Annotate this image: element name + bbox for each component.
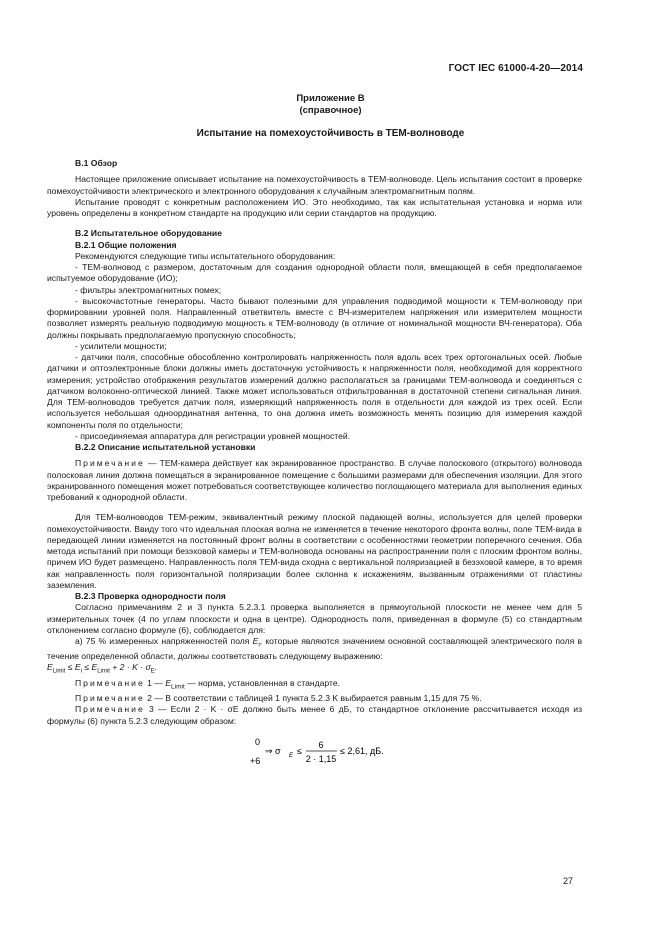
paragraph-b23-a: а) 75 % измеренных напряженностей поля $E_i$, которые являются значением основной составляющей электрического поля в течение определенной области, должны соответствовать следующему выражению: [47,636,583,661]
formula-sigma-sub: E [289,752,294,759]
note-2: Примечание 2 — В соответствии с таблицей 1 пункта 5.2.3 K выбирается равным 1,15 для 75 %. [75,693,482,704]
formula-top-left: 0 [255,736,261,747]
formula-result: ≤ 2,61, дБ. [340,745,384,756]
heading-b1: В.1 Обзор [75,158,118,168]
formula-le: ≤ [297,745,302,756]
page-number: 27 [562,876,573,886]
paragraph-b23-check: Согласно примечаниям 2 и 3 пункта 5.2.3.1 проверка выполняется в прямоугольной плоскости не менее чем для 5 измерительных точек (4 по углам плоскости и одна в центре). Однородность поля, приведенная в формуле (5) со стандартным отклонением согласно формуле (6), соблюдается для: [47,602,582,635]
list-item: - ТЕМ-волновод с размером, достаточным для создания однородной области поля, вмещающей в себя предполагаемое испытуемое оборудование (ИО); [47,262,582,284]
heading-b23: В.2.3 Проверка однородности поля [75,591,226,601]
standard-header: ГОСТ IEC 61000-4-20—2014 [448,63,583,74]
paragraph-b1-1: Настоящее приложение описывает испытание на помехоустойчивость в ТЕМ-волноводе. Цель испытания состоит в проверке помехоустойчивости электрического и электронного оборудования к случайным электромагнитным полям. [47,174,582,196]
uniformity-formula: $E_{Limit} \le E_i \le E_{Limit} + 2 \cdot K \cdot \sigma_E$. [47,662,158,675]
note-1: Примечание 1 — $E_{Limit}$ — норма, установленная в стандарте. [75,678,341,691]
heading-b22: В.2.2 Описание испытательной установки [75,442,256,452]
formula-arrow: ⇒ σ [265,745,281,756]
note-b22 [47,458,582,503]
document-body [47,158,582,769]
formula-numerator: 6 [318,739,324,750]
sigma-formula [47,733,582,769]
heading-b21: В.2.1 Общие положения [75,239,177,250]
note-text: — ТЕМ-камера действует как экранированное пространство. В случае полоскового (открытого) волновода полосковая линия должна помещаться в экранированное помещение с большими размерами для обеспечения изоляции. Для этого экранированного помещения может потребоваться соответствующее количество поглощающего материала для выполнения единых требований к однородной области. [47,458,582,502]
formula-bottom-left: +6 [250,755,261,766]
paragraph-b21-intro: Рекомендуются следующие типы испытательного оборудования: [75,250,336,261]
list-item: - датчики поля, способные обособленно контролировать напряженность поля вдоль всех трех ортогональных осей. Любые датчики и оптоэлектронные блоки должны иметь достаточную устойчивость к напряженности поля, необходимой для корректного измерения; устройство отображения результатов измерений должно располагаться за границами ТЕМ-волновода и соединяться с датчиком волоконно-оптической линией. Также может использоваться отфильтрованная в достаточной степени сигнальная линия. Для ТЕМ-волноводов требуется датчик поля, измеряющий напряженность поля в отдельности для каждой из трех осей. Если используется небольшая одноординатная антенна, то она должна иметь возможность менять позицию для измерения каждой компоненты поля по отдельности; [47,352,582,430]
section-title: Испытание на помехоустойчивость в ТЕМ-волноводе [196,128,465,139]
sigma-formula-graphic [47,733,582,769]
list-item: - присоединяемая аппаратура для регистрации уровней мощностей. [75,430,351,441]
appendix-kind: (справочное) [299,105,362,116]
list-item: - усилители мощности; [75,340,167,351]
appendix-title: Приложение В [296,93,365,104]
appendix-heading [0,93,661,117]
formula-denominator: 2 · 1,15 [305,753,337,764]
note-label: Примечание [75,458,145,469]
note-3: Примечание 3 — Если 2 · K · σE должно быть менее 6 дБ, то стандартное отклонение рассчитывается исходя из формулы (6) пункта 5.2.3 следующим образом: [47,704,583,726]
heading-b2: В.2 Испытательное оборудование [75,228,222,239]
paragraph-tem-mode: Для ТЕМ-волноводов ТЕМ-режим, эквивалентный режиму плоской падающей волны, используется для целей проверки помехоустойчивости. Ввиду того что идеальная плоская волна не изменяется в течение некоторого фронта волны, поле ТЕМ-вида в передающей линии изменяется на постоянный фронт волны в соответствии с особенностями геометрии поперечного сечения. Оба метода испытаний при помощи безэховой камеры и ТЕМ-волновода основаны на распространении поля с плоским фронтом волны, причем ИО будет размещено. Направленность поля ТЕМ-вида сходна с вертикальной поляризацией в безэховой камере, в то время как направленность поля горизонтальной поляризации более склонна к искажениям, вызванным отражениями от пластины заземления. [47,512,582,590]
paragraph-b1-2: Испытание проводят с конкретным расположением ИО. Это необходимо, так как испытательная установка и норма или уровень определены в конкретном стандарте на продукцию или серии стандартов на продукцию. [47,196,582,218]
list-item: - высокочастотные генераторы. Часто бывают полезными для управления подводимой мощности к ТЕМ-волноводу при формировании уровней поля. Направленный ответвитель вместе с ВЧ-измерителем напряжения или измерителем мощности позволяет измерять реальную подводимую мощность к ТЕМ-волноводу (в отличие от номинальной мощности ВЧ-генератора). Оба должны покрывать предполагаемую пропускную способность; [47,295,582,340]
list-item: - фильтры электромагнитных помех; [75,284,222,295]
